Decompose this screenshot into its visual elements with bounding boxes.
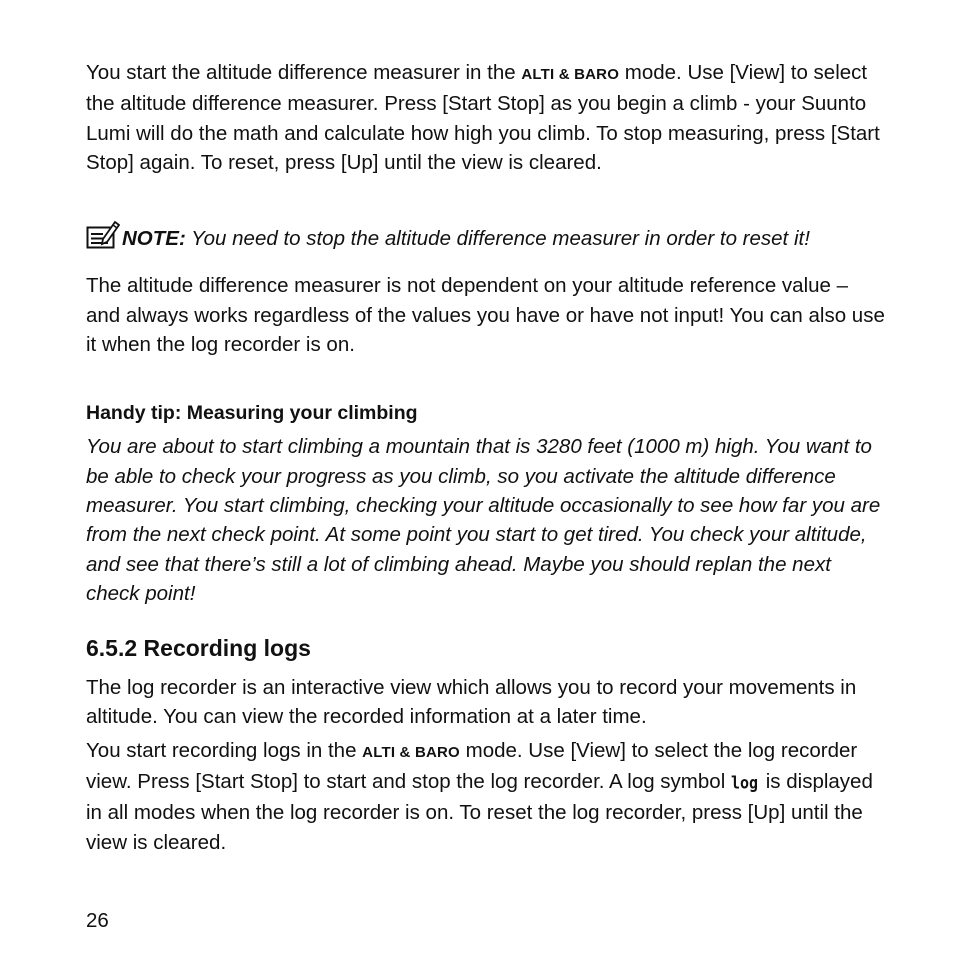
paragraph-text: is displayed in all modes when the log recorder is on. To reset the log recorder, press [Up] until the view is cleared.	[86, 770, 873, 854]
independence-paragraph: The altitude difference measurer is not dependent on your altitude reference value – and always works regardless of the values you have or have not input! You can also use it when the log recorder is on.	[86, 274, 885, 357]
paragraph-text: mode. Use [View] to select the altitude difference measurer. Press [Start Stop] as you begin a climb - your Suunto Lumi will do the math and calculate how high you climb. To stop measuring, press [Start Stop] again. To reset, press [Up] until the view is cleared.	[86, 61, 880, 174]
note-pencil-icon	[86, 219, 120, 249]
altitude-difference-paragraph	[86, 58, 886, 177]
note-text: You need to stop the altitude difference measurer in order to reset it!	[185, 227, 810, 251]
tip-body: You are about to start climbing a mountain that is 3280 feet (1000 m) high. You want to be able to check your progress as you climb, so you activate the altitude difference measurer. You start climbing, checking your altitude occasionally to see how far you are from the next check point. At some point you start to get tired. You check your altitude, and see that there’s still a lot of climbing ahead. Maybe you should replan the next check point!	[86, 435, 881, 605]
log-recorder-intro-paragraph: The log recorder is an interactive view which allows you to record your movements in altitude. You can view the recorded information at a later time.	[86, 676, 857, 729]
tip-heading: Handy tip: Measuring your climbing	[86, 402, 418, 425]
paragraph-text: You start the altitude difference measurer in the	[86, 61, 522, 84]
mode-name: ALTI & BARO	[362, 743, 460, 761]
mode-name: ALTI & BARO	[521, 66, 620, 83]
manual-page	[86, 58, 886, 857]
note-paragraph	[86, 219, 886, 253]
paragraph-text: You start recording logs in the	[86, 738, 363, 762]
note-label: NOTE:	[122, 227, 186, 251]
paragraph-text: mode. Use [View] to select the log recorder view. Press [Start Stop] to start and stop the log recorder. A log symbol	[86, 738, 858, 794]
log-recorder-usage-paragraph	[86, 736, 886, 857]
section-title: 6.5.2 Recording logs	[86, 635, 311, 662]
log-symbol-icon: log	[730, 772, 759, 794]
page-number: 26	[86, 909, 109, 932]
